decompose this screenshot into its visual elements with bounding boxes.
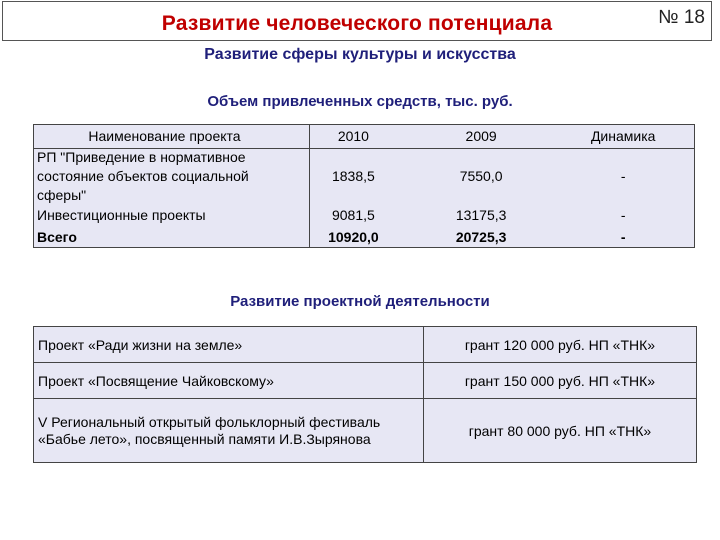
- page-title: Развитие человеческого потенциала: [161, 12, 553, 35]
- projects-table: [33, 326, 697, 463]
- row-dynamics: -: [620, 207, 626, 223]
- section-subtitle: Развитие сферы культуры и искусства: [204, 46, 516, 63]
- project-grant: грант 150 000 руб. НП «ТНК»: [423, 363, 696, 399]
- table-row: [34, 363, 697, 399]
- row-value-2009: 13175,3: [455, 207, 507, 223]
- row-value-2010: 9081,5: [331, 207, 375, 223]
- row-dynamics: -: [620, 228, 626, 245]
- table-row: [33, 205, 695, 226]
- funds-table-caption: Объем привлеченных средств, тыс. руб.: [207, 93, 513, 110]
- project-name: V Региональный открытый фольклорный фестиваль «Бабье лето», посвященный памяти И.В.Зырянова: [34, 399, 424, 463]
- project-name: Проект «Посвящение Чайковскому»: [34, 363, 424, 399]
- row-name: РП "Приведение в нормативное состояние объектов социальной сферы": [37, 149, 249, 203]
- table-row: [33, 148, 695, 205]
- row-value-2010: 10920,0: [328, 228, 379, 245]
- column-header-name: Наименование проекта: [88, 127, 241, 144]
- funds-table: [33, 124, 695, 248]
- table-row-total: [33, 226, 695, 248]
- projects-section-title: Развитие проектной деятельности: [230, 293, 490, 310]
- page-number: № 18: [658, 7, 705, 28]
- funds-table-header-row: [33, 124, 695, 148]
- header-box: [2, 1, 712, 41]
- table-row: [34, 327, 697, 363]
- row-dynamics: -: [620, 168, 626, 184]
- column-header-2010: 2010: [337, 127, 369, 144]
- table-row: [34, 399, 697, 463]
- column-header-2009: 2009: [465, 127, 497, 144]
- table-divider: [309, 124, 310, 248]
- project-grant: грант 120 000 руб. НП «ТНК»: [423, 327, 696, 363]
- row-name: Инвестиционные проекты: [37, 207, 206, 223]
- column-header-dynamics: Динамика: [590, 127, 656, 144]
- project-name: Проект «Ради жизни на земле»: [34, 327, 424, 363]
- row-value-2009: 7550,0: [459, 168, 503, 184]
- row-name: Всего: [37, 228, 77, 245]
- row-value-2010: 1838,5: [331, 168, 375, 184]
- project-grant: грант 80 000 руб. НП «ТНК»: [423, 399, 696, 463]
- row-value-2009: 20725,3: [455, 228, 507, 245]
- table-divider: [33, 148, 695, 149]
